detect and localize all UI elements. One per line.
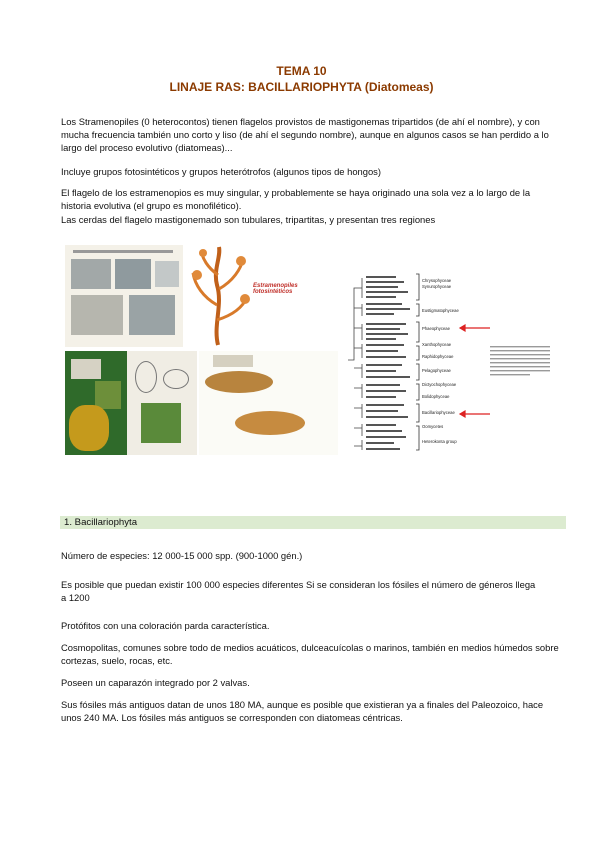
clade-label: Pelagophyceae xyxy=(422,368,451,373)
clade-label: Phaeophyceae xyxy=(422,326,450,331)
oomycete-drawings xyxy=(127,351,197,455)
linaje-title: LINAJE RAS: BACILLARIOPHYTA (Diatomeas) xyxy=(169,80,434,94)
species-count: Número de especies: 12 000-15 000 spp. (900-1000 gén.) xyxy=(61,550,303,561)
figure-caption: Estramenopiles fotosintéticos xyxy=(253,283,298,295)
possible-species: Es posible que puedan existir 100 000 especies diferentes Si se consideran los fósiles el número de géneros llega a 1200 xyxy=(61,579,536,603)
tema-title: TEMA 10 xyxy=(276,64,327,78)
brown-alga-illustration xyxy=(183,245,253,347)
stramenopiles-collage xyxy=(65,245,338,455)
clade-label: Bacillariophyceae xyxy=(422,410,455,415)
clade-label: Synurophyceae xyxy=(422,284,452,289)
clade-label: Xanthophyceae xyxy=(422,342,452,347)
infected-fish-photo xyxy=(199,351,338,455)
clade-label: Eustigmatophyceae xyxy=(422,308,459,313)
phylogenetic-tree-figure xyxy=(340,268,560,453)
section-heading-bacillariophyta: 1. Bacillariophyta xyxy=(60,516,566,529)
clade-label: Oomycetes xyxy=(422,424,444,429)
cosmopolitas-text: Cosmopolitas, comunes sobre todo de medios acuáticos, dulceacuícolas o marinos, también en medios húmedos sobre cortezas, suelo, rocas, etc. xyxy=(61,642,559,666)
fosiles-text: Sus fósiles más antiguos datan de unos 180 MA, aunque es posible que existieran ya a finales del Paleozoico, hace unos 240 MA. Los fósiles más antiguos se corresponden con diatomeas céntricas. xyxy=(61,699,544,723)
intro-paragraph-3: El flagelo de los estramenopios es muy singular, y probablemente se haya originado una sola vez a lo largo de la historia evolutiva (el grupo es monofilético). xyxy=(61,187,531,211)
intro-paragraph-2: Incluye grupos fotosintéticos y grupos heterótrofos (algunos tipos de hongos) xyxy=(61,166,381,177)
intro-paragraph-4: Las cerdas del flagelo mastigonemado son tubulares, tripartitas, y presentan tres regiones xyxy=(61,214,436,225)
clade-label: Chrysophyceae xyxy=(422,278,452,283)
brown-alga-drawing xyxy=(183,245,253,347)
clade-label: Dictyochophyceae xyxy=(422,382,457,387)
protofitos-text: Protófitos con una coloración parda característica. xyxy=(61,620,270,631)
valvas-text: Poseen un caparazón integrado por 2 valvas. xyxy=(61,677,250,688)
phylogeny-tree xyxy=(340,268,560,453)
clade-label: Raphidophyceae xyxy=(422,354,454,359)
intro-paragraph-1: Los Stramenopiles (0 heterocontos) tienen flagelos provistos de mastigonemas tripartidos (de ahí el nombre), y con mucha frecuencia también uno corto y liso (de ahí el segundo nombre), aunque en algunos casos se han perdido a lo largo del proceso evolutivo (diatomeas)... xyxy=(61,116,549,153)
clade-label: Bolidophyceae xyxy=(422,394,450,399)
kelp-photo xyxy=(65,351,127,455)
clade-label: Heterokonta group xyxy=(422,439,457,444)
diatom-micrographs-panel xyxy=(65,245,183,347)
